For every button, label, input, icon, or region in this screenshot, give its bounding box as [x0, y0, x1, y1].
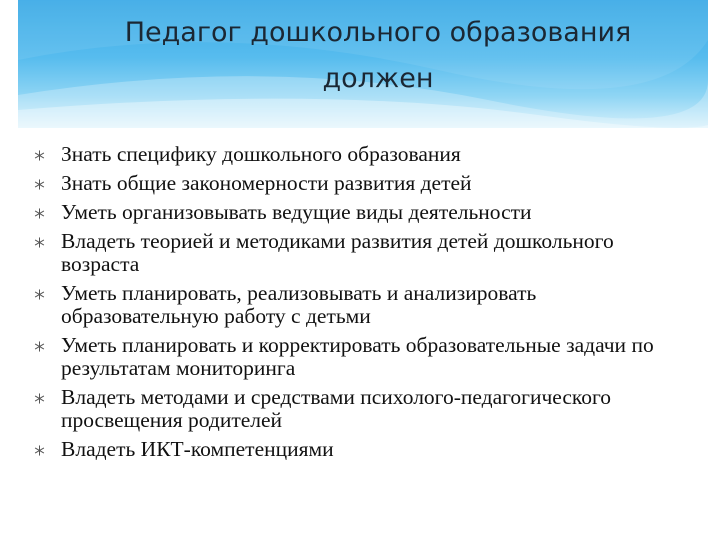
list-item-text: Знать специфику дошкольного образования	[61, 142, 461, 166]
list-item	[34, 201, 684, 224]
list-item	[34, 282, 684, 328]
list-item	[34, 143, 684, 166]
list-item-text: Знать общие закономерности развития детей	[61, 171, 472, 195]
requirements-list	[34, 143, 684, 467]
list-item	[34, 386, 684, 432]
title-banner	[18, 0, 708, 128]
asterisk-icon	[34, 179, 45, 190]
asterisk-icon	[34, 393, 45, 404]
list-item	[34, 230, 684, 276]
list-item-text: Владеть ИКТ-компетенциями	[61, 437, 334, 461]
asterisk-icon	[34, 445, 45, 456]
list-item-text: Уметь планировать, реализовывать и анализировать образовательную работу с детьми	[61, 281, 537, 328]
asterisk-icon	[34, 289, 45, 300]
list-item-text: Владеть теорией и методиками развития детей дошкольного возраста	[61, 229, 614, 276]
list-item	[34, 438, 684, 461]
asterisk-icon	[34, 208, 45, 219]
list-item-text: Уметь планировать и корректировать образовательные задачи по результатам мониторинга	[61, 333, 654, 380]
title-line-2: должен	[322, 63, 434, 94]
asterisk-icon	[34, 150, 45, 161]
list-item-text: Уметь организовывать ведущие виды деятельности	[61, 200, 532, 224]
title-line-1: Педагог дошкольного образования	[124, 17, 632, 48]
slide-title	[58, 10, 698, 102]
asterisk-icon	[34, 341, 45, 352]
list-item-text: Владеть методами и средствами психолого-педагогического просвещения родителей	[61, 385, 612, 432]
list-item	[34, 334, 684, 380]
asterisk-icon	[34, 237, 45, 248]
list-item	[34, 172, 684, 195]
